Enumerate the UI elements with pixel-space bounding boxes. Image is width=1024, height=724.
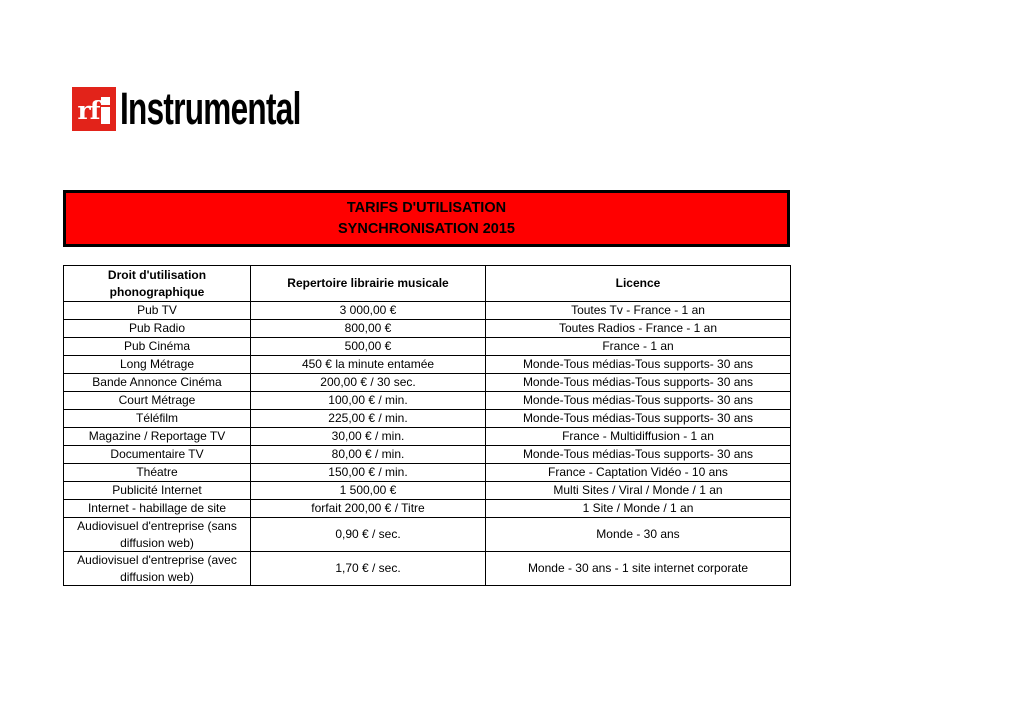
table-cell: Monde-Tous médias-Tous supports- 30 ans [486,410,791,428]
table-row [64,482,791,500]
table-cell: Long Métrage [64,356,251,374]
table-cell: Multi Sites / Viral / Monde / 1 an [486,482,791,500]
table-row [64,464,791,482]
table-cell: 800,00 € [251,320,486,338]
table-cell: 200,00 € / 30 sec. [251,374,486,392]
table-row [64,320,791,338]
table-cell: Monde-Tous médias-Tous supports- 30 ans [486,446,791,464]
table-cell: Publicité Internet [64,482,251,500]
table-row [64,518,791,552]
rfi-instrumental-logo [72,83,378,134]
table-cell: Monde-Tous médias-Tous supports- 30 ans [486,374,791,392]
pricing-table [63,265,791,586]
table-cell: France - 1 an [486,338,791,356]
table-cell: Toutes Tv - France - 1 an [486,302,791,320]
table-cell: Monde-Tous médias-Tous supports- 30 ans [486,392,791,410]
table-cell: Magazine / Reportage TV [64,428,251,446]
table-cell: France - Multidiffusion - 1 an [486,428,791,446]
table-row [64,500,791,518]
banner-title-line1: TARIFS D'UTILISATION [346,199,507,216]
table-cell: Monde - 30 ans - 1 site internet corporate [486,552,791,586]
table-cell: 150,00 € / min. [251,464,486,482]
table-row [64,392,791,410]
logo-rf-text: rf [77,95,100,125]
title-banner [63,190,790,247]
banner-title-line2: SYNCHRONISATION 2015 [338,220,515,237]
rfi-logo-icon [72,87,116,131]
table-cell: 80,00 € / min. [251,446,486,464]
table-cell: Internet - habillage de site [64,500,251,518]
table-row [64,302,791,320]
table-cell: Pub Cinéma [64,338,251,356]
table-cell: Court Métrage [64,392,251,410]
table-cell: 100,00 € / min. [251,392,486,410]
table-cell: 1 Site / Monde / 1 an [486,500,791,518]
column-header-licence: Licence [486,266,791,302]
table-cell: 0,90 € / sec. [251,518,486,552]
table-cell: 1 500,00 € [251,482,486,500]
table-cell: 450 € la minute entamée [251,356,486,374]
table-cell: Monde - 30 ans [486,518,791,552]
column-header-repertoire: Repertoire librairie musicale [251,266,486,302]
table-row [64,410,791,428]
table-cell: forfait 200,00 € / Titre [251,500,486,518]
table-row [64,356,791,374]
pricing-table-body [64,302,791,586]
table-cell: Pub Radio [64,320,251,338]
table-cell: 500,00 € [251,338,486,356]
logo-i-bar [101,107,110,124]
table-cell: Bande Annonce Cinéma [64,374,251,392]
table-cell: Toutes Radios - France - 1 an [486,320,791,338]
table-row [64,446,791,464]
logo-brand-text: Instrumental [120,83,301,134]
table-cell: 1,70 € / sec. [251,552,486,586]
column-header-droit-utilisation: Droit d'utilisation phonographique [64,266,251,302]
logo-i-glyph [101,97,110,124]
table-header-row [64,266,791,302]
table-cell: Pub TV [64,302,251,320]
table-cell: 225,00 € / min. [251,410,486,428]
table-cell: Audiovisuel d'entreprise (sans diffusion web) [64,518,251,552]
table-cell: Documentaire TV [64,446,251,464]
table-cell: Audiovisuel d'entreprise (avec diffusion web) [64,552,251,586]
logo-i-dot [101,97,110,105]
table-cell: Monde-Tous médias-Tous supports- 30 ans [486,356,791,374]
table-cell: Téléfilm [64,410,251,428]
table-cell: France - Captation Vidéo - 10 ans [486,464,791,482]
table-row [64,428,791,446]
table-row [64,338,791,356]
table-row [64,552,791,586]
table-row [64,374,791,392]
table-cell: 3 000,00 € [251,302,486,320]
table-cell: Théatre [64,464,251,482]
table-cell: 30,00 € / min. [251,428,486,446]
